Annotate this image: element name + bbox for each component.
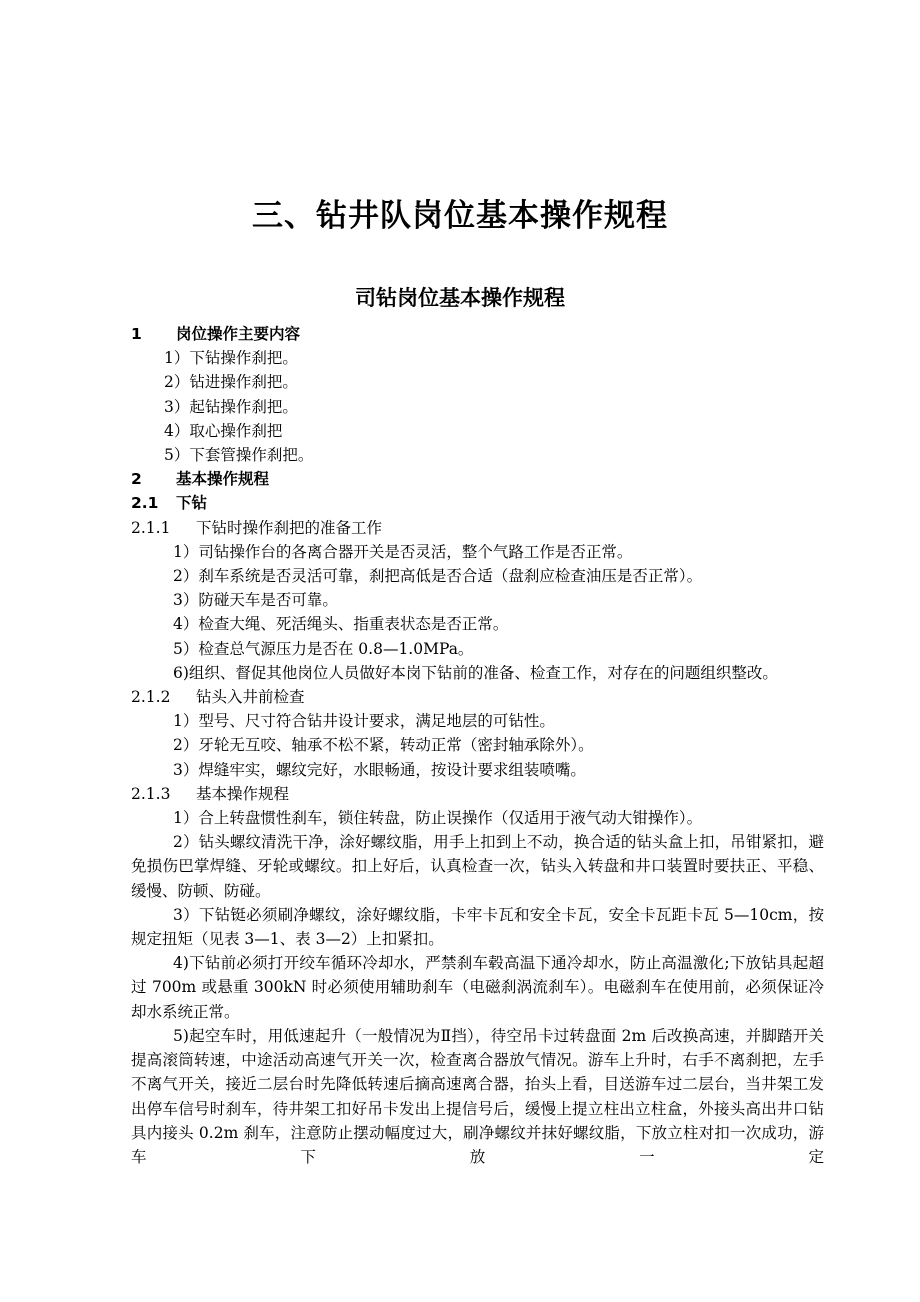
section-subtitle: 司钻岗位基本操作规程 [355, 286, 565, 310]
list-item: 2）刹车系统是否灵活可靠，刹把高低是否合适（盘刹应检查油压是否正常）。 [173, 567, 703, 586]
heading-number: 2.1.2 [131, 688, 171, 707]
list-item: 3）焊缝牢实，螺纹完好，水眼畅通，按设计要求组装喷嘴。 [173, 760, 586, 779]
list-item: 2）钻进操作刹把。 [164, 373, 298, 392]
list-item: 1）司钻操作台的各离合器开关是否灵活，整个气路工作是否正常。 [173, 542, 633, 561]
list-item: 4）取心操作刹把 [164, 421, 283, 440]
heading-sec2-1-2 [131, 685, 824, 709]
paragraph: 5)起空车时，用低速起升（一般情况为Ⅱ挡），待空吊卡过转盘面 2m 后改换高速，并脚踏开关提高滚筒转速，中途活动高速气开关一次，检查离合器放气情况。游车上升时，右手不离刹把，左手不离气开关，接近二层台时先降低转速后摘高速离合器，抬头上看，目送游车过二层台，当井架工发出停车信号时刹车，待井架工扣好吊卡发出上提信号后，缓慢上提立柱出立柱盒，外接头高出井口钻具内接头 0.2m 刹车，注意防止摆动幅度过大，刷净螺纹并抹好螺纹脂，下放立柱对扣一次成功，游车下放一定 [131, 1026, 824, 1166]
paragraph: 2）钻头螺纹清洗干净，涂好螺纹脂，用手上扣到上不动，换合适的钻头盒上扣，吊钳紧扣，避免损伤巴掌焊缝、牙轮或螺纹。扣上好后，认真检查一次，钻头入转盘和井口装置时要扶正、平稳、缓慢、防顿、防碰。 [131, 833, 824, 900]
heading-text: 下钻 [176, 494, 208, 513]
list-item: 3）防碰天车是否可靠。 [173, 591, 338, 610]
heading-sec2-1-3 [131, 782, 824, 806]
heading-sec2 [131, 467, 824, 491]
list-item: 5）检查总气源压力是否在 0.8—1.0MPa。 [173, 639, 474, 658]
heading-sec2-1-1 [131, 516, 824, 540]
heading-number: 2.1.3 [131, 784, 171, 803]
paragraph: 6)组织、督促其他岗位人员做好本岗下钻前的准备、检查工作，对存在的问题组织整改。 [173, 663, 778, 682]
heading-sec1 [131, 322, 824, 346]
list-item: 1）下钻操作刹把。 [164, 349, 298, 368]
document-title: 三、钻井队岗位基本操作规程 [252, 198, 668, 234]
heading-sec2-1 [131, 491, 824, 515]
list-item: 2）牙轮无互咬、轴承不松不紧，转动正常（密封轴承除外）。 [173, 736, 594, 755]
list-item: 1）型号、尺寸符合钻井设计要求，满足地层的可钻性。 [173, 712, 555, 731]
heading-text: 岗位操作主要内容 [176, 325, 301, 343]
heading-text: 钻头入井前检查 [196, 688, 305, 707]
heading-number: 2.1 [131, 494, 159, 513]
heading-number: 2 [131, 470, 142, 489]
heading-text: 基本操作规程 [196, 784, 290, 803]
paragraph: 4)下钻前必须打开绞车循环冷却水，严禁刹车毂高温下通冷却水，防止高温激化;下放钻具起超过 700m 或悬重 300kN 时必须使用辅助刹车（电磁刹涡流刹车）。电磁刹车在使用前，必须保证冷却水系统正常。 [131, 954, 824, 1021]
list-item: 3）起钻操作刹把。 [164, 397, 298, 416]
list-item: 4）检查大绳、死活绳头、指重表状态是否正常。 [173, 615, 509, 634]
list-item: 1）合上转盘惯性刹车，锁住转盘，防止误操作（仅适用于液气动大钳操作）。 [173, 809, 703, 828]
heading-text: 下钻时操作刹把的准备工作 [196, 518, 383, 537]
list-item: 5）下套管操作刹把。 [164, 446, 314, 465]
heading-number: 1 [131, 325, 142, 343]
heading-number: 2.1.1 [131, 518, 171, 537]
heading-text: 基本操作规程 [176, 470, 270, 489]
paragraph: 3）下钻铤必须刷净螺纹，涂好螺纹脂，卡牢卡瓦和安全卡瓦，安全卡瓦距卡瓦 5—10cm，按规定扭矩（见表 3—1、表 3—2）上扣紧扣。 [131, 905, 824, 949]
document-body [131, 322, 824, 1169]
